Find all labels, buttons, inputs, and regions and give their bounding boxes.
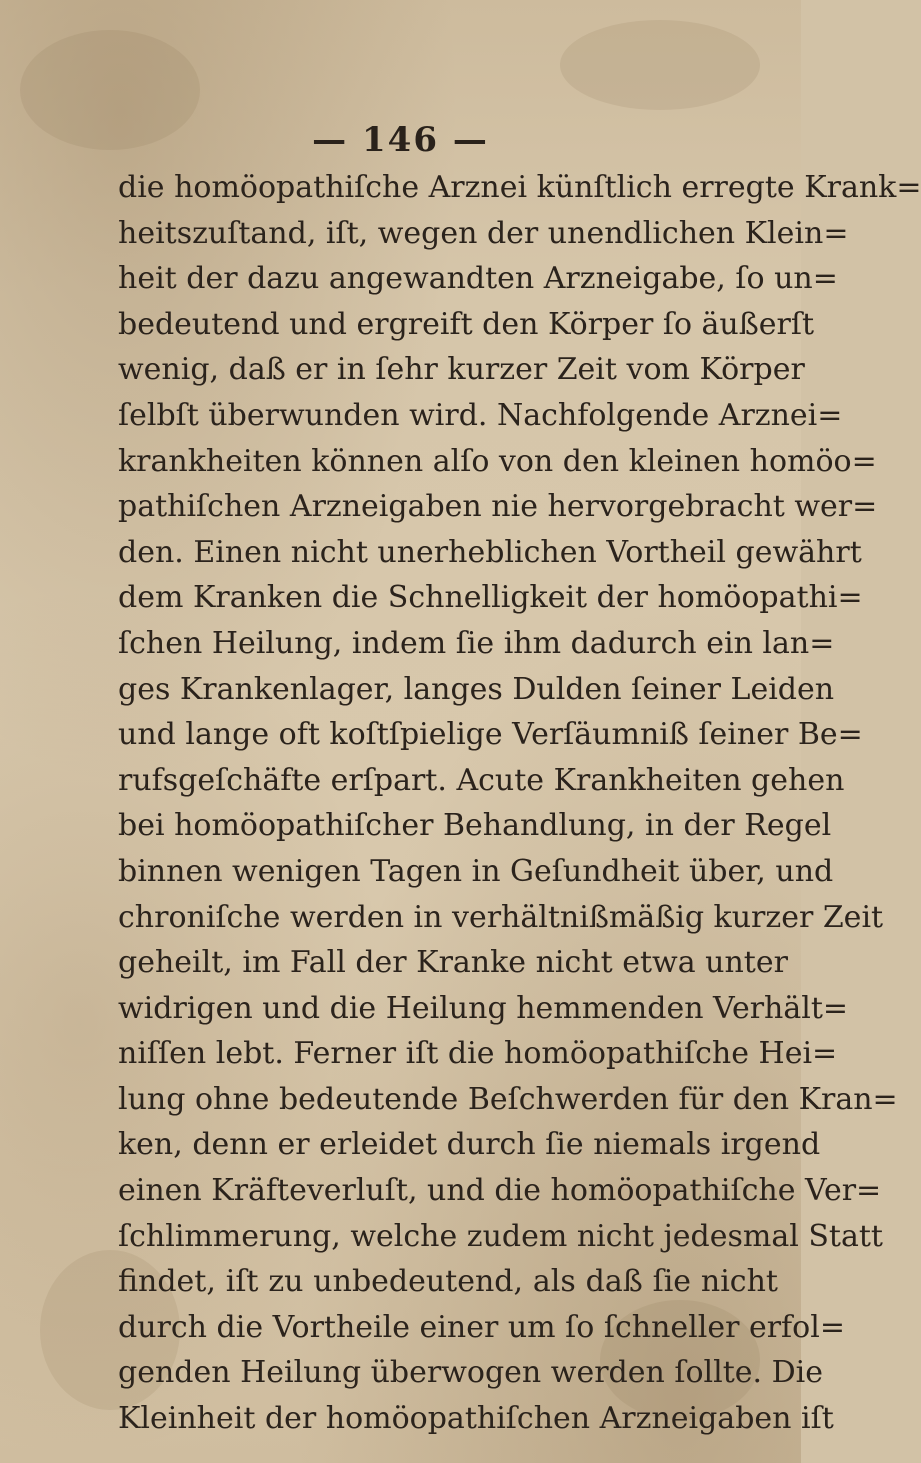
text-line: wenig, daß er in ſehr kurzer Zeit vom Körper bbox=[118, 352, 805, 388]
text-line: bedeutend und ergreift den Körper ſo äußerſt bbox=[118, 306, 815, 342]
text-line: bei homöopathiſcher Behandlung, in der Regel bbox=[118, 808, 832, 844]
text-line: durch die Vortheile einer um ſo ſchneller erfol= bbox=[118, 1309, 845, 1345]
text-line: krankheiten können alſo von den kleinen homöo= bbox=[118, 443, 877, 479]
text-block bbox=[118, 165, 921, 1442]
text-line: findet, iſt zu unbedeutend, als daß ſie nicht bbox=[118, 1264, 778, 1300]
page-number: — 146 — bbox=[312, 120, 489, 160]
text-line: heit der dazu angewandten Arzneigabe, ſo un= bbox=[118, 261, 838, 297]
text-line: ges Krankenlager, langes Dulden ſeiner Leiden bbox=[118, 671, 835, 707]
text-line: chroniſche werden in verhältnißmäßig kurzer Zeit bbox=[118, 899, 884, 935]
text-line: widrigen und die Heilung hemmenden Verhält= bbox=[118, 990, 849, 1026]
text-line: rufsgeſchäfte erſpart. Acute Krankheiten gehen bbox=[118, 762, 845, 798]
text-line: binnen wenigen Tagen in Geſundheit über, und bbox=[118, 853, 834, 889]
text-line: ken, denn er erleidet durch ſie niemals irgend bbox=[118, 1127, 821, 1163]
paper-stain bbox=[560, 20, 760, 110]
text-line: ſchen Heilung, indem ſie ihm dadurch ein lan= bbox=[118, 625, 835, 661]
text-line: ſchlimmerung, welche zudem nicht jedesmal Statt bbox=[118, 1218, 883, 1254]
text-line: den. Einen nicht unerheblichen Vortheil gewährt bbox=[118, 534, 862, 570]
text-line: dem Kranken die Schnelligkeit der homöopathi= bbox=[118, 580, 863, 616]
text-line: ſelbſt überwunden wird. Nachfolgende Arznei= bbox=[118, 397, 843, 433]
text-line: niſſen lebt. Ferner iſt die homöopathiſche Hei= bbox=[118, 1036, 838, 1072]
text-line: heitszuſtand, iſt, wegen der unendlichen Klein= bbox=[118, 215, 849, 251]
text-line: genden Heilung überwogen werden ſollte. Die bbox=[118, 1355, 823, 1391]
text-line: Kleinheit der homöopathiſchen Arzneigaben iſt bbox=[118, 1401, 834, 1437]
text-line: lung ohne bedeutende Beſchwerden für den Kran= bbox=[118, 1081, 898, 1117]
text-line: einen Kräfteverluſt, und die homöopathiſche Ver= bbox=[118, 1173, 882, 1209]
text-line: pathiſchen Arzneigaben nie hervorgebracht wer= bbox=[118, 489, 878, 525]
text-line: die homöopathiſche Arznei künſtlich erregte Krank= bbox=[118, 170, 921, 205]
text-line: und lange oft koſtſpielige Verſäumniß ſeiner Be= bbox=[118, 717, 863, 753]
text-line: geheilt, im Fall der Kranke nicht etwa unter bbox=[118, 945, 788, 981]
